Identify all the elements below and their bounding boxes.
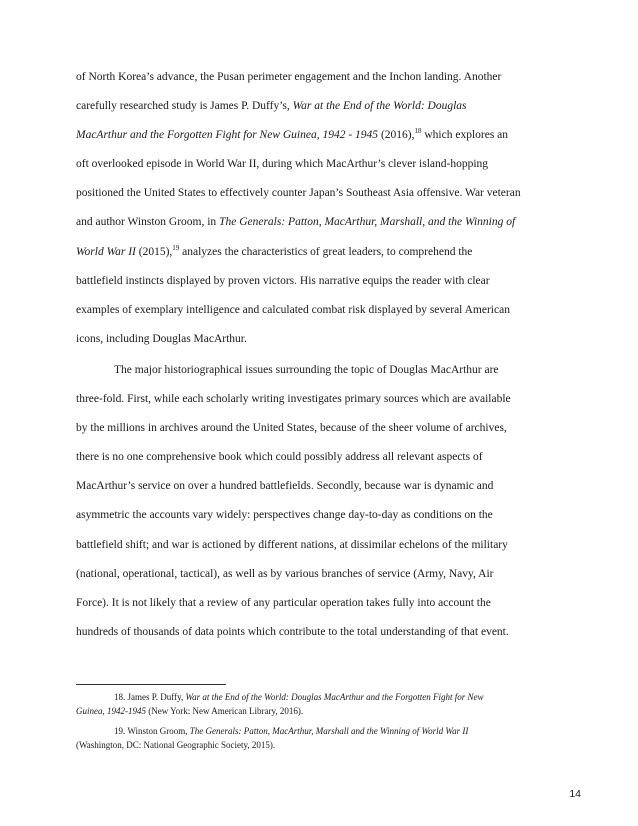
footnote-separator	[76, 684, 226, 685]
text-line: carefully researched study is James P. Duffy’s, War at the End of the World: Douglas	[76, 100, 467, 113]
text-line: The major historiographical issues surrounding the topic of Douglas MacArthur are	[114, 363, 499, 376]
text-line: by the millions in archives around the United States, because of the sheer volume of archives,	[76, 422, 507, 435]
text-line: hundreds of thousands of data points which contribute to the total understanding of that event.	[76, 625, 509, 638]
footnote-line: Guinea, 1942-1945 (New York: New American Library, 2016).	[76, 705, 304, 716]
book-title: The Generals: Patton, MacArthur, Marshall, and the Winning of	[219, 216, 516, 229]
text-line: of North Korea’s advance, the Pusan perimeter engagement and the Inchon landing. Another	[76, 71, 502, 83]
text-line: Force). It is not likely that a review of any particular operation takes fully into account the	[76, 596, 491, 609]
paragraph-historiography-sources	[76, 63, 570, 354]
text-line: MacArthur and the Forgotten Fight for New Guinea, 1942 - 1945 (2016),$^{18}$ which explores an	[76, 127, 509, 142]
page-number: 14	[569, 788, 581, 800]
book-title: MacArthur and the Forgotten Fight for New Guinea, 1942 - 1945	[76, 129, 379, 142]
text-line: (national, operational, tactical), as well as by various branches of service (Army, Navy, Air	[76, 567, 494, 580]
text-line: there is no one comprehensive book which could possibly address all relevant aspects of	[76, 451, 483, 464]
footnote-ref-19[interactable]: 19	[172, 243, 180, 252]
text-line: oft overlooked episode in World War II, during which MacArthur’s clever island-hopping	[76, 158, 489, 171]
footnote-18	[76, 691, 570, 718]
body-text	[76, 63, 570, 647]
text-line: MacArthur’s service on over a hundred battlefields. Secondly, because war is dynamic and	[76, 480, 494, 493]
book-title: World War II	[76, 245, 136, 258]
book-title: The Generals: Patton, MacArthur, Marshall and the Winning of World War II	[189, 726, 469, 736]
footnote-line: (Washington, DC: National Geographic Society, 2015).	[76, 739, 276, 750]
text-line: three-fold. First, while each scholarly writing investigates primary sources which are available	[76, 393, 511, 406]
footnotes	[76, 691, 570, 759]
footnote-ref-18[interactable]: 18	[414, 127, 422, 136]
text-line: asymmetric the accounts vary widely: perspectives change day-to-day as conditions on the	[76, 509, 493, 522]
text-line: and author Winston Groom, in The Generals: Patton, MacArthur, Marshall, and the Winning of	[76, 216, 516, 229]
text-line: battlefield shift; and war is actioned by different nations, at dissimilar echelons of the military	[76, 538, 508, 551]
paragraph-historiographical-issues	[76, 356, 570, 647]
book-title: War at the End of the World: Douglas MacArthur and the Forgotten Fight for New	[185, 692, 484, 702]
book-title: Guinea, 1942-1945	[76, 705, 146, 716]
footnote-19	[76, 725, 570, 752]
text-line: positioned the United States to effectively counter Japan’s Southeast Asia offensive. War veteran	[76, 187, 521, 200]
book-title: War at the End of the World: Douglas	[292, 100, 467, 113]
text-line: examples of exemplary intelligence and calculated combat risk displayed by several American	[76, 303, 510, 316]
footnote-line: 19. Winston Groom, The Generals: Patton, MacArthur, Marshall and the Winning of World War II	[114, 726, 469, 736]
text-line: battlefield instincts displayed by proven victors. His narrative equips the reader with clear	[76, 274, 490, 287]
footnote-line: 18. James P. Duffy, War at the End of the World: Douglas MacArthur and the Forgotten Fight for New	[114, 692, 484, 702]
text-line: World War II (2015),$^{19}$ analyzes the characteristics of great leaders, to comprehend the	[76, 243, 473, 258]
text-line: icons, including Douglas MacArthur.	[76, 332, 247, 345]
